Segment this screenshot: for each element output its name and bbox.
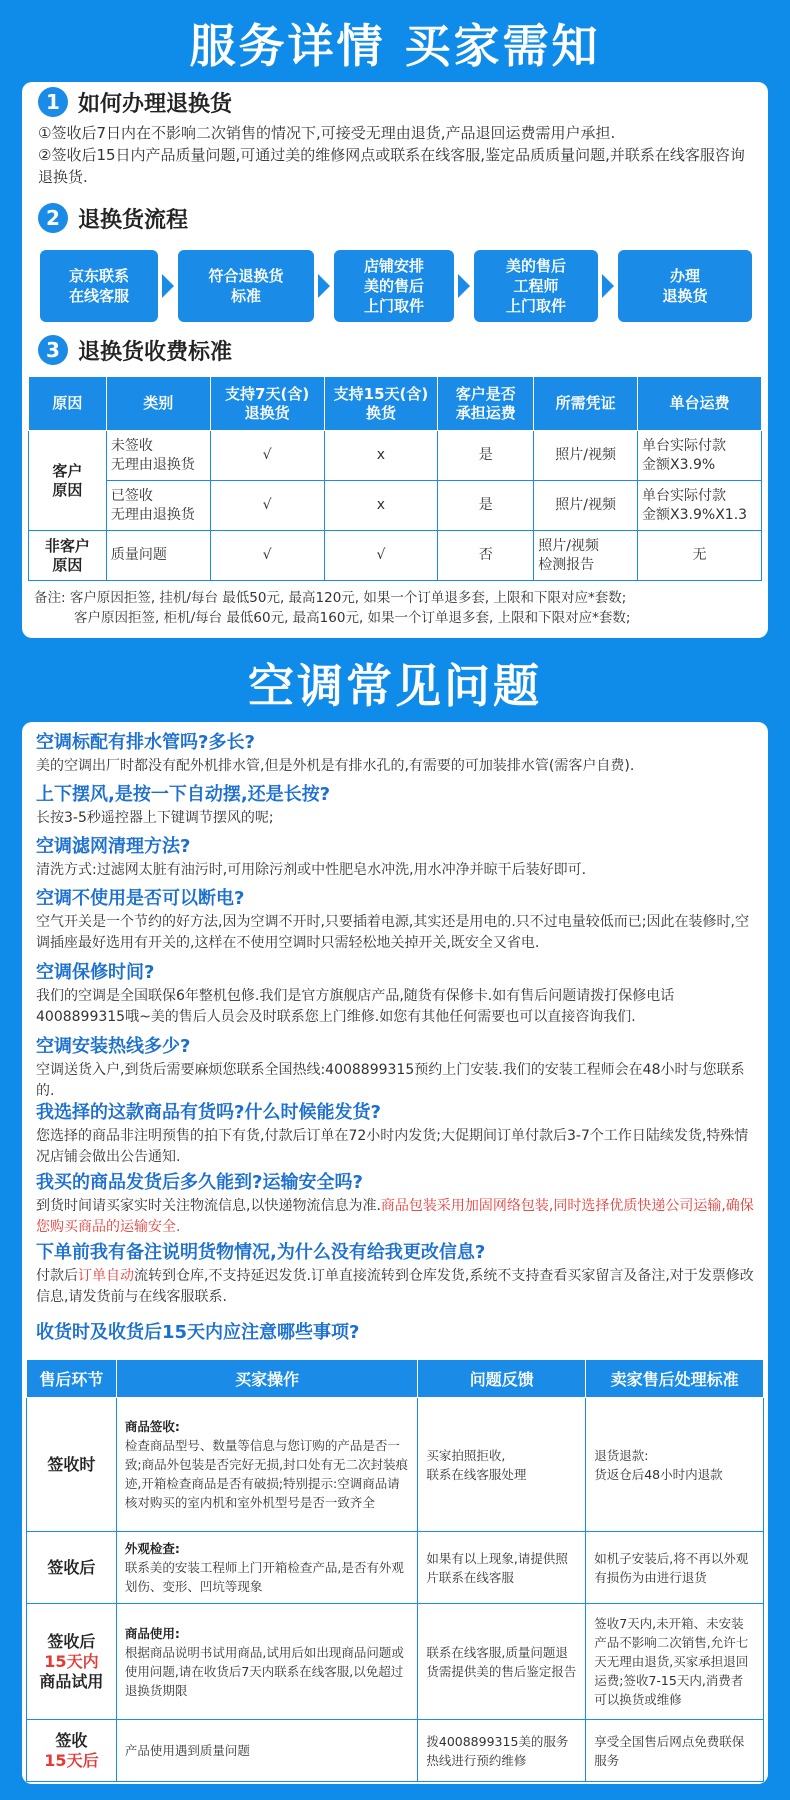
fee-note	[34, 588, 764, 628]
col-header: 买家操作	[116, 1360, 418, 1398]
policy-line-1: ①签收后7日内在不影响二次销售的情况下,可接受无理由退货,产品退回运费需用户承担.	[38, 124, 616, 142]
reason-cell: 客户 原因	[29, 431, 107, 531]
faq-item	[36, 730, 758, 777]
cell: 照片/视频	[534, 481, 638, 531]
standard-cell: 签收7天内,未开箱、未安装产品不影响二次销售,允许七天无理由退货,买家承担退回运费;签收7-15天内,消费者可以换货或维修	[586, 1604, 764, 1720]
arrow-right-icon	[458, 274, 470, 298]
cell: 是	[438, 481, 534, 531]
category-cell: 未签收 无理由退换货	[106, 431, 210, 481]
arrow-right-icon	[318, 274, 330, 298]
fee-table	[28, 376, 762, 581]
faq-question: 上下摆风,是按一下自动摆,还是长按?	[36, 784, 331, 805]
after-table-header	[27, 1360, 764, 1398]
reason-cell: 非客户 原因	[29, 531, 107, 581]
faq-item	[36, 1320, 758, 1346]
faq-question: 空调滤网清理方法?	[36, 836, 191, 857]
stage-label: 商品试用	[39, 1671, 104, 1691]
note-line-1: 备注: 客户原因拒签, 挂机/每台 最低50元, 最高120元, 如果一个订单退多套, 上限和下限对应*套数;	[34, 590, 627, 606]
section-title: 退换货流程	[78, 207, 189, 233]
section-return-flow	[38, 200, 188, 236]
standard-cell: 如机子安装后,将不再以外观有损伤为由进行退货	[586, 1532, 764, 1604]
return-policy-text	[38, 122, 758, 188]
cell: x	[324, 431, 438, 481]
col-header: 所需凭证	[534, 377, 638, 431]
faq-answer: 空气开关是一个节约的好方法,因为空调不开时,只要插着电源,其实还是用电的.只不过电量较低而已;因此在装修时,空调插座最好选用有开关的,这样在不使用空调时只需轻松地关掉开关,既安全又省电.	[36, 914, 749, 951]
fee-table-header	[29, 377, 762, 431]
answer-text: 到货时间请买家实时关注物流信息,以快递物流信息为准.	[36, 1198, 381, 1214]
faq-item	[36, 834, 758, 881]
arrow-right-icon	[162, 274, 174, 298]
faq-item	[36, 1170, 758, 1238]
stage-cell	[27, 1532, 117, 1604]
op-text: 根据商品说明书试用商品,试用后如出现商品问题或使用问题,请在收货后7天内联系在线客服,以免超过退换货期限	[124, 1644, 404, 1698]
cell: √	[210, 481, 324, 531]
col-header: 类别	[106, 377, 210, 431]
after-sales-table	[26, 1359, 764, 1782]
table-row	[27, 1532, 764, 1604]
faq-question: 我选择的这款商品有货吗?什么时候能发货?	[36, 1102, 381, 1123]
service-details-title: 服务详情 买家需知	[189, 19, 601, 73]
cell: √	[324, 531, 438, 581]
cell: 无	[638, 531, 762, 581]
feedback-cell: 联系在线客服,质量问题退货需提供美的售后鉴定报告	[418, 1604, 586, 1720]
faq-question: 下单前我有备注说明货物情况,为什么没有给我更改信息?	[36, 1242, 486, 1263]
faq-answer: 您选择的商品非注明预售的拍下有货,付款后订单在72小时内发货;大促期间订单付款后3-7个工作日陆续发货,特殊情况店铺会做出公告通知.	[36, 1128, 749, 1165]
stage-label: 签收后	[47, 1631, 96, 1651]
op-cell	[116, 1532, 418, 1604]
cell: x	[324, 481, 438, 531]
op-cell: 产品使用遇到质量问题	[116, 1720, 418, 1782]
table-row	[29, 481, 762, 531]
faq-answer	[36, 1266, 758, 1308]
faq-item	[36, 1100, 758, 1168]
feedback-cell: 拨4008899315美的服务热线进行预约维修	[418, 1720, 586, 1782]
faq-question: 收货时及收货后15天内应注意哪些事项?	[36, 1322, 360, 1343]
col-header: 售后环节	[27, 1360, 117, 1398]
faq-question: 我买的商品发货后多久能到?运输安全吗?	[36, 1172, 363, 1193]
cell: √	[210, 431, 324, 481]
stage-highlight: 15天后	[44, 1750, 99, 1770]
stage-cell	[27, 1398, 117, 1532]
answer-highlight: 商品包装采用加固网络包装,同时选择优质快递公司运输,确保您购买商品的运输安全.	[36, 1198, 754, 1235]
service-panel	[22, 82, 768, 638]
col-header: 问题反馈	[418, 1360, 586, 1398]
table-row	[29, 531, 762, 581]
stage-cell	[27, 1720, 117, 1782]
cell: 单台实际付款 金额X3.9%	[638, 431, 762, 481]
faq-answer: 清洗方式:过滤网太脏有油污时,可用除污剂或中性肥皂水冲洗,用水冲净并晾干后装好即可.	[36, 862, 587, 878]
arrow-right-icon	[602, 274, 614, 298]
section-fee-standard	[38, 332, 232, 368]
faq-item	[36, 1034, 758, 1102]
standard-cell: 退货退款: 货返仓后48小时内退款	[586, 1398, 764, 1532]
cell: 照片/视频	[534, 431, 638, 481]
col-header: 单台运费	[638, 377, 762, 431]
table-row	[27, 1398, 764, 1532]
op-title: 商品签收:	[124, 1419, 180, 1434]
section-title: 退换货收费标准	[78, 339, 233, 365]
faq-question: 空调不使用是否可以断电?	[36, 888, 245, 909]
faq-question: 空调保修时间?	[36, 962, 155, 983]
answer-text: 流转到仓库,不支持延迟发货.订单直接流转到仓库发货,系统不支持查看买家留言及备注,对于发票修改信息,请发货前与在线客服联系.	[36, 1268, 754, 1305]
cell: 照片/视频 检测报告	[534, 531, 638, 581]
stage-label: 签收	[55, 1730, 88, 1750]
faq-answer: 空调送货入户,到货后需要麻烦您联系全国热线:4008899315预约上门安装.我们的安装工程师会在48小时与您联系的.	[36, 1062, 745, 1099]
cell: 是	[438, 431, 534, 481]
note-line-2: 客户原因拒签, 柜机/每台 最低60元, 最高160元, 如果一个订单退多套, 上限和下限对应*套数;	[74, 610, 631, 626]
op-title: 外观检查:	[124, 1541, 180, 1556]
category-cell: 质量问题	[106, 531, 210, 581]
cell: 否	[438, 531, 534, 581]
faq-question: 空调标配有排水管吗?多长?	[36, 732, 255, 753]
faq-answer: 长按3-5秒遥控器上下键调节摆风的呢;	[36, 810, 274, 826]
stage-label: 签收时	[47, 1454, 96, 1474]
answer-text: 付款后	[36, 1268, 78, 1284]
faq-item	[36, 886, 758, 954]
table-row	[29, 431, 762, 481]
policy-line-2: ②签收后15日内产品质量问题,可通过美的维修网点或联系在线客服,鉴定品质质量问题,并联系在线客服咨询退换货.	[38, 146, 745, 186]
flow-step-5: 办理 退换货	[618, 250, 752, 322]
col-header: 卖家售后处理标准	[586, 1360, 764, 1398]
number-badge: 2	[38, 203, 68, 233]
faq-title: 空调常见问题	[248, 659, 542, 713]
faq-item	[36, 960, 758, 1028]
return-flow	[40, 250, 752, 322]
op-title: 商品使用:	[124, 1625, 180, 1641]
flow-step-3: 店铺安排 美的售后 上门取件	[334, 250, 454, 322]
number-badge: 3	[38, 335, 68, 365]
category-cell: 已签收 无理由退换货	[106, 481, 210, 531]
stage-label: 签收后	[47, 1557, 96, 1577]
faq-answer: 我们的空调是全国联保6年整机包修.我们是官方旗舰店产品,随货有保修卡.如有售后问题请拨打保修电话4008899315哦~美的售后人员会及时联系您上门维修.如您有其他任何需要也可以直接咨询我们.	[36, 988, 675, 1025]
feedback-cell: 如果有以上现象,请提供照片联系在线客服	[418, 1532, 586, 1604]
stage-cell	[27, 1604, 117, 1720]
flow-step-4: 美的售后 工程师 上门取件	[474, 250, 598, 322]
flow-step-1: 京东联系 在线客服	[40, 250, 158, 322]
faq-question: 空调安装热线多少?	[36, 1036, 191, 1057]
faq-panel	[22, 722, 768, 1784]
op-cell	[116, 1398, 418, 1532]
col-header: 原因	[29, 377, 107, 431]
flow-step-2: 符合退换货 标准	[178, 250, 314, 322]
faq-item	[36, 782, 758, 829]
table-row	[27, 1720, 764, 1782]
stage-highlight: 15天内	[44, 1651, 99, 1671]
op-cell	[116, 1604, 418, 1720]
faq-item	[36, 1240, 758, 1308]
answer-highlight: 订单自动	[78, 1268, 134, 1284]
section-return-how	[38, 84, 232, 120]
op-text: 检查商品型号、数量等信息与您订购的产品是否一致;商品外包装是否完好无损,封口处有无二次封装痕迹,开箱检查商品是否有破损;特别提示:空调商品请核对购买的室内机和室外机型号是否一致齐全	[124, 1438, 409, 1510]
col-header: 支持7天(含) 退换货	[210, 377, 324, 431]
faq-answer: 美的空调出厂时都没有配外机排水管,但是外机是有排水孔的,有需要的可加装排水管(需客户自费).	[36, 758, 635, 774]
table-row	[27, 1604, 764, 1720]
cell: √	[210, 531, 324, 581]
cell: 单台实际付款 金额X3.9%X1.3	[638, 481, 762, 531]
standard-cell: 享受全国售后网点免费联保服务	[586, 1720, 764, 1782]
section-title: 如何办理退换货	[78, 91, 233, 117]
feedback-cell: 买家拍照拒收, 联系在线客服处理	[418, 1398, 586, 1532]
col-header: 支持15天(含) 换货	[324, 377, 438, 431]
col-header: 客户是否 承担运费	[438, 377, 534, 431]
number-badge: 1	[38, 87, 68, 117]
faq-answer	[36, 1196, 758, 1238]
op-text: 联系美的安装工程师上门开箱检查产品,是否有外观划伤、变形、凹坑等现象	[124, 1560, 404, 1594]
